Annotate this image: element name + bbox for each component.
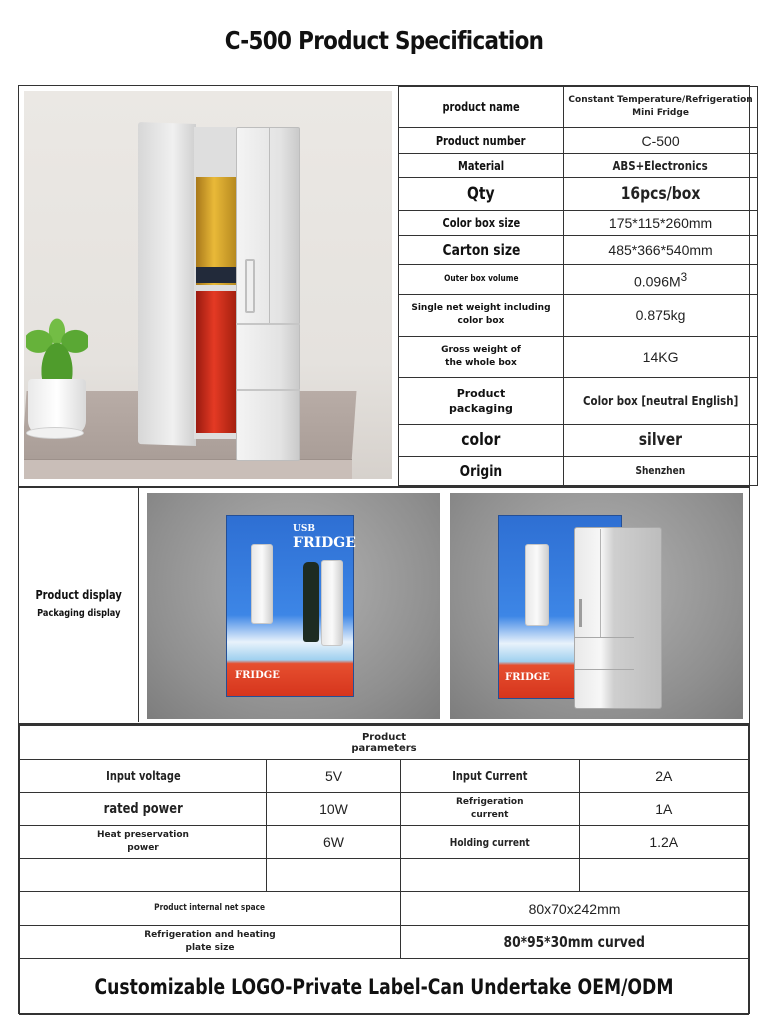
display-sublabel: Packaging display (36, 608, 121, 619)
table-row (20, 959, 749, 1015)
param-value: 5V (267, 760, 401, 793)
spec-section (18, 85, 753, 487)
display-label: Product display (35, 588, 122, 602)
spec-label: Product packaging (399, 377, 564, 424)
table-row (399, 456, 758, 485)
spec-value: 485*366*540mm (563, 236, 757, 265)
box-brand-text: FRIDGE (293, 535, 356, 551)
table-row (399, 336, 758, 377)
box-fridge-graphic (251, 544, 273, 624)
spec-label: Outer box volume (443, 274, 519, 285)
table-row (20, 793, 749, 826)
box-brand-text: FRIDGE (505, 672, 550, 683)
product-with-box-photo (450, 493, 743, 719)
table-row (399, 178, 758, 210)
param-label: rated power (103, 801, 183, 817)
empty-cell (267, 859, 401, 892)
door-seam (236, 323, 300, 325)
spec-label: Carton size (442, 241, 520, 260)
table-row (20, 826, 749, 859)
display-label-cell (19, 488, 139, 722)
silver-mini-fridge (574, 527, 662, 709)
oem-footer-text: Customizable LOGO-Private Label-Can Undertake OEM/ODM (94, 974, 674, 999)
table-row (399, 154, 758, 178)
can-label (196, 267, 236, 283)
plant (26, 315, 88, 381)
spec-value: ABS+Electronics (612, 158, 709, 174)
fridge-seam (574, 637, 634, 638)
param-value: 80*95*30mm curved (503, 933, 646, 951)
spec-value: 0.875kg (563, 295, 757, 336)
param-value: 80x70x242mm (401, 892, 749, 926)
spec-label: Product number (436, 133, 526, 148)
spec-value: Shenzhen (635, 464, 686, 478)
spec-value: silver (638, 430, 683, 451)
fridge-split (600, 529, 601, 637)
fridge-seam (574, 669, 634, 670)
box-fridge-graphic (525, 544, 549, 626)
table-row (399, 210, 758, 236)
param-label: Refrigeration current (401, 793, 580, 826)
spec-value: 0.096M (633, 273, 681, 290)
param-label: Input voltage (105, 769, 181, 783)
param-value: 2A (579, 760, 748, 793)
display-section (18, 487, 750, 724)
param-value: 6W (267, 826, 401, 859)
door-handle (245, 259, 255, 313)
param-label: Heat preservation power (20, 826, 267, 859)
spec-value: C-500 (563, 128, 757, 154)
door-seam (236, 389, 300, 391)
door-split (269, 127, 270, 323)
box-brand-text: USB (293, 524, 315, 534)
fridge-handle (579, 599, 582, 627)
table-row (399, 236, 758, 265)
param-value: 1A (579, 793, 748, 826)
spec-value: 14KG (563, 336, 757, 377)
fridge-body (138, 122, 196, 446)
param-value: 10W (267, 793, 401, 826)
box-brand-text: FRIDGE (235, 670, 280, 681)
param-label: Product internal net space (154, 903, 266, 913)
empty-cell (579, 859, 748, 892)
spec-value: Constant Temperature/Refrigeration Mini Fridge (563, 87, 757, 128)
spec-label: Qty (467, 183, 495, 204)
parameters-section (18, 724, 750, 1014)
bottle-graphic (303, 562, 319, 642)
spec-value: Color box [neutral English] (582, 393, 739, 409)
parameters-heading: Product parameters (20, 726, 749, 760)
superscript: 3 (680, 270, 688, 284)
spec-label: product name (442, 100, 520, 115)
spec-label: Gross weight of the whole box (399, 336, 564, 377)
page-title: C-500 Product Specification (224, 26, 544, 55)
spec-value: 175*115*260mm (563, 210, 757, 236)
table-row (399, 295, 758, 336)
empty-cell (20, 859, 267, 892)
table-row (399, 377, 758, 424)
spec-label: Single net weight including color box (399, 295, 564, 336)
spec-label: Color box size (442, 215, 520, 230)
param-label: Refrigeration and heating plate size (20, 926, 401, 959)
table-row (20, 726, 749, 760)
table-row (399, 424, 758, 456)
red-can (196, 291, 236, 433)
spec-label: color (461, 430, 501, 451)
pot-saucer (26, 427, 84, 439)
product-hero-image (24, 91, 392, 479)
table-row (20, 892, 749, 926)
spec-label: Origin (459, 461, 503, 480)
table-row (20, 859, 749, 892)
spec-label: Material (457, 158, 504, 173)
table-row (20, 926, 749, 959)
usb-fridge-box (226, 515, 354, 697)
table-row (399, 87, 758, 128)
param-value: 1.2A (579, 826, 748, 859)
box-fridge-door-graphic (321, 560, 343, 646)
parameters-table (19, 725, 749, 1015)
param-label: Input Current (452, 769, 528, 783)
param-label: Holding current (449, 835, 530, 849)
spec-table (398, 86, 758, 486)
table-row (20, 760, 749, 793)
empty-cell (401, 859, 580, 892)
table-row (399, 265, 758, 295)
shelf-front (24, 459, 352, 479)
packaging-photo (147, 493, 440, 719)
spec-value: 16pcs/box (620, 183, 701, 204)
table-row (399, 128, 758, 154)
